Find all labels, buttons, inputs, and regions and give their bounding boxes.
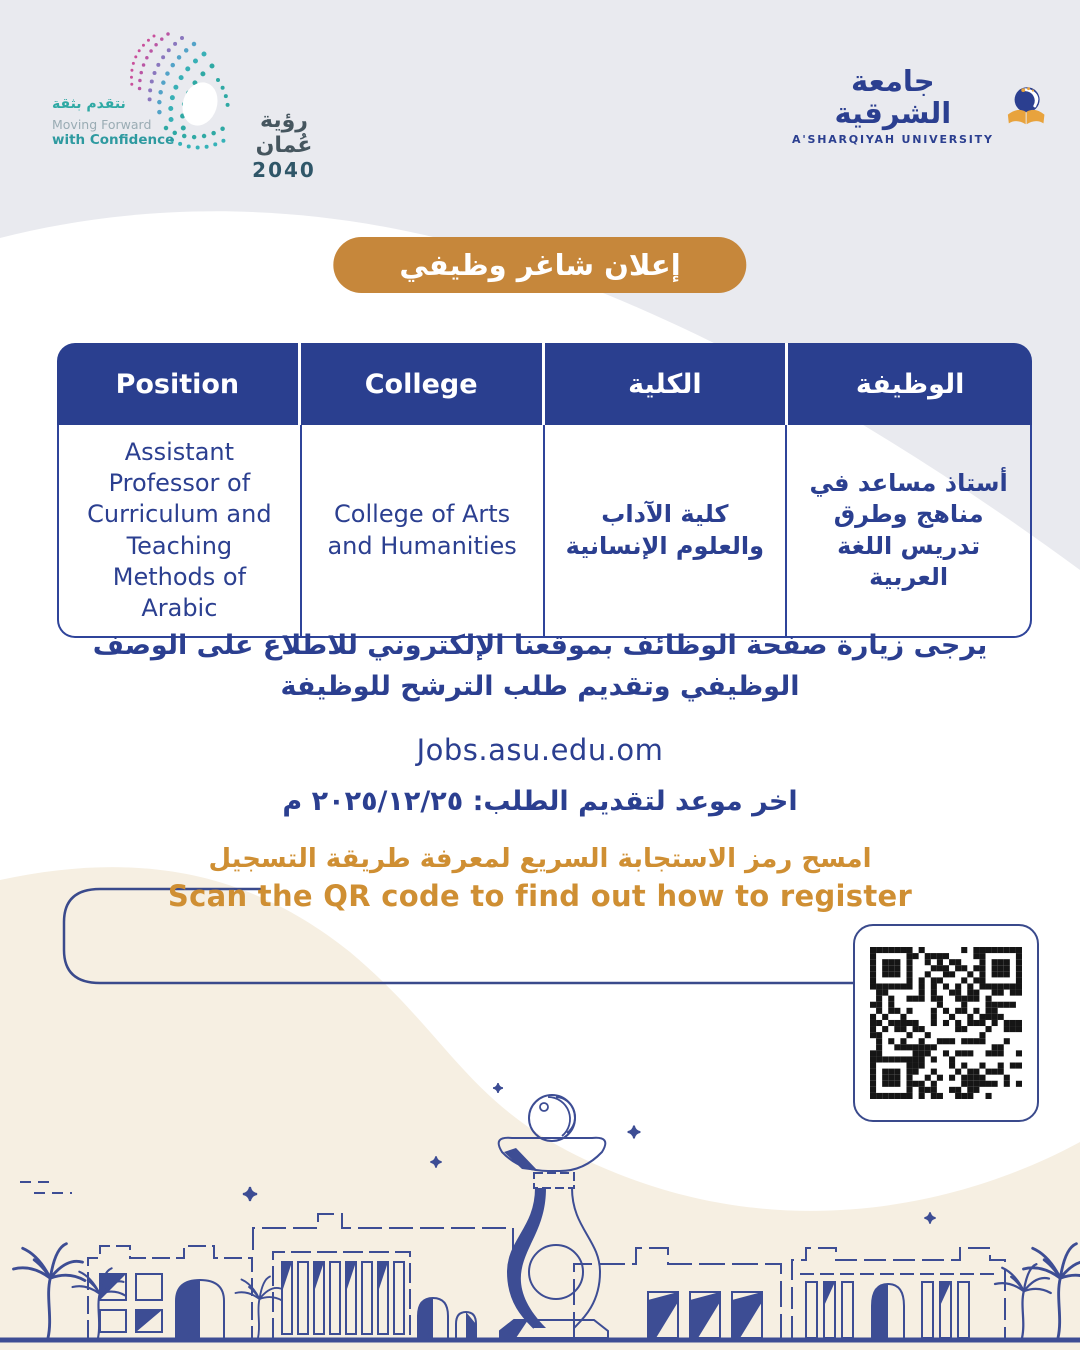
university-name-english: A'SHARQIYAH UNIVERSITY: [792, 133, 994, 147]
vision-title-arabic: رؤية عُمان: [255, 108, 313, 158]
university-name-arabic: جامعة الشرقية: [834, 63, 952, 130]
jobs-url-link[interactable]: Jobs.asu.edu.om: [416, 733, 664, 767]
university-logo: [792, 58, 1048, 154]
cell-college-english: College of Arts and Humanities: [302, 425, 545, 636]
vacancy-table: [57, 343, 1032, 638]
oman-vision-2040-logo: [46, 28, 336, 182]
qr-code: [853, 924, 1039, 1122]
table-header-position-arabic: الوظيفة: [855, 368, 965, 400]
table-header-position: Position: [57, 343, 301, 425]
table-row: [57, 425, 1032, 638]
vision-title: [232, 108, 336, 182]
cell-position-arabic: أستاذ مساعد في مناهج وطرق تدريس اللغة العربية: [809, 469, 1008, 591]
application-instruction: يرجى زيارة صفحة الوظائف بموقعنا الإلكتروني للاطلاع على الوصف الوظيفي وتقديم طلب الترشح للوظيفة: [92, 630, 988, 702]
university-logo-text: [792, 63, 994, 147]
qr-code-pattern: [870, 947, 1022, 1099]
vacancy-banner: إعلان شاغر وظيفي: [333, 237, 746, 293]
qr-instruction-arabic: امسح رمز الاستجابة السريع لمعرفة طريقة التسجيل: [208, 844, 872, 874]
table-header-college-arabic: الكلية: [545, 343, 789, 425]
table-header-college: College: [301, 343, 545, 425]
qr-instruction-english: Scan the QR code to find out how to register: [167, 879, 913, 913]
application-deadline: اخر موعد لتقديم الطلب: ٢٠٢٥/١٢/٢٥ م: [282, 786, 798, 817]
vision-tagline-arabic: نتقدم بثقة: [52, 96, 126, 112]
cell-position-english: Assistant Professor of Curriculum and Teaching Methods of Arabic: [59, 425, 302, 636]
vision-tagline-english-1: Moving Forward: [52, 116, 152, 132]
cell-college-arabic: كلية الآداب والعلوم الإنسانية: [545, 425, 788, 636]
vision-title-year: 2040: [252, 158, 316, 182]
university-emblem-icon: [1004, 60, 1048, 152]
vision-tagline-english-2: with Confidence: [52, 132, 175, 149]
vision-tagline: [52, 96, 174, 149]
vacancy-table-header: [57, 343, 1032, 425]
